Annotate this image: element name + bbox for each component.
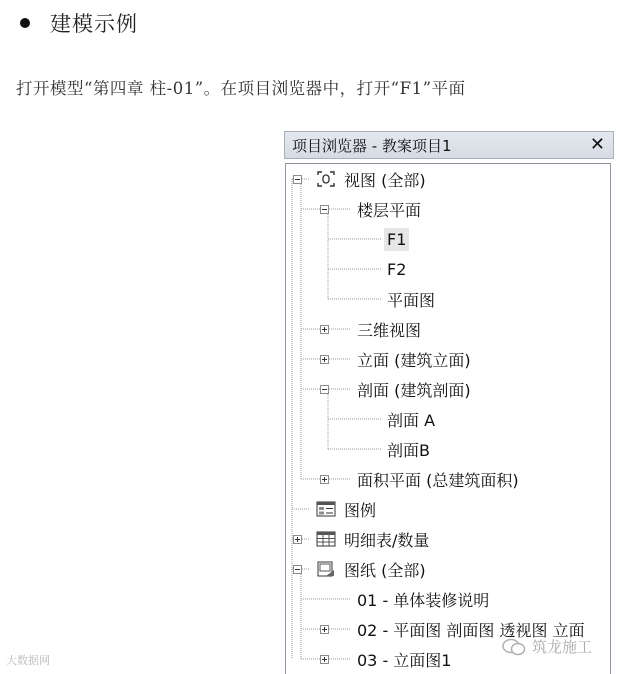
tree-item-label: 三维视图 xyxy=(357,320,422,340)
tree-item-label: 明细表/数量 xyxy=(344,530,430,550)
tree-item-label: 视图 (全部) xyxy=(344,170,426,190)
tree-item[interactable] xyxy=(354,464,522,494)
tree-item-label: 图纸 (全部) xyxy=(344,560,426,580)
tree-item[interactable] xyxy=(354,584,492,614)
expand-icon[interactable] xyxy=(320,325,329,334)
tree-item[interactable] xyxy=(354,314,424,344)
bullet-icon xyxy=(20,18,30,28)
tree-item-label: 02 - 平面图 剖面图 透视图 立面 xyxy=(357,620,585,640)
tree-item-label: 面积平面 (总建筑面积) xyxy=(357,470,519,490)
tree-item[interactable] xyxy=(354,194,424,224)
project-browser-panel xyxy=(284,131,614,674)
collapse-icon[interactable] xyxy=(293,565,302,574)
tree-item-label: 楼层平面 xyxy=(357,200,422,220)
watermark-right-text: 筑龙施工 xyxy=(532,638,593,656)
tree-item[interactable] xyxy=(316,554,429,584)
tree-item-label: F1 xyxy=(384,228,409,251)
heading-text: 建模示例 xyxy=(50,12,138,36)
schedule-icon xyxy=(316,531,336,547)
tree-item-label: F2 xyxy=(387,259,407,279)
collapse-icon[interactable] xyxy=(293,175,302,184)
tree-item-label: 剖面 (建筑剖面) xyxy=(357,380,471,400)
tree-item[interactable] xyxy=(384,404,438,434)
expand-icon[interactable] xyxy=(320,355,329,364)
expand-icon[interactable] xyxy=(293,535,302,544)
project-browser-titlebar xyxy=(284,131,614,159)
collapse-icon[interactable] xyxy=(320,205,329,214)
watermark-left: 大数据网 xyxy=(6,654,50,667)
tree-item[interactable] xyxy=(384,434,433,464)
tree-item-label: 立面 (建筑立面) xyxy=(357,350,471,370)
project-browser-tree xyxy=(285,163,611,674)
legend-icon xyxy=(316,501,336,517)
tree-item-label: 剖面 A xyxy=(387,410,436,430)
project-browser-title: 项目浏览器 - 教案项目1 xyxy=(292,136,452,155)
sheets-icon xyxy=(316,561,336,577)
tree-item-label: 图例 xyxy=(344,500,377,520)
expand-icon[interactable] xyxy=(320,625,329,634)
wechat-icon xyxy=(502,638,526,656)
tree-item-label: 平面图 xyxy=(387,290,436,310)
tree-item[interactable] xyxy=(316,524,432,554)
instruction-text: 打开模型“第四章 柱-01”。在项目浏览器中，打开“F1”平面 xyxy=(16,79,466,98)
tree-item[interactable] xyxy=(384,284,438,314)
tree-item[interactable] xyxy=(384,224,409,254)
section-heading xyxy=(16,8,138,38)
tree-item[interactable] xyxy=(316,494,379,524)
tree-item[interactable] xyxy=(354,374,474,404)
close-icon[interactable]: ✕ xyxy=(589,134,605,155)
tree-item[interactable] xyxy=(354,344,474,374)
tree-item-label: 01 - 单体装修说明 xyxy=(357,590,490,610)
tree-item-label: 03 - 立面图1 xyxy=(357,650,452,670)
tree-item[interactable] xyxy=(354,644,455,674)
collapse-icon[interactable] xyxy=(320,385,329,394)
tree-item-label: 剖面B xyxy=(387,440,430,460)
tree-item[interactable] xyxy=(316,164,429,194)
tree-item[interactable] xyxy=(384,254,409,284)
expand-icon[interactable] xyxy=(320,655,329,664)
watermark-right xyxy=(502,636,592,657)
views-icon xyxy=(316,171,336,187)
expand-icon[interactable] xyxy=(320,475,329,484)
